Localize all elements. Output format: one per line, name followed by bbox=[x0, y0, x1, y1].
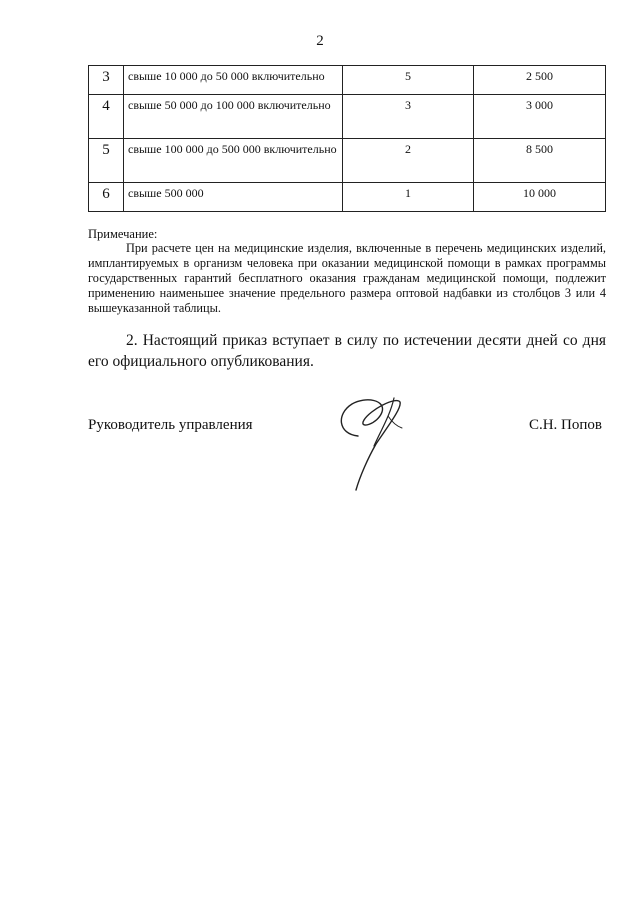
signer-position: Руководитель управления bbox=[88, 417, 253, 433]
markup-coefficient: 5 bbox=[343, 66, 474, 95]
markup-coefficient: 2 bbox=[343, 139, 474, 183]
row-number: 5 bbox=[89, 139, 124, 183]
markup-coefficient: 3 bbox=[343, 95, 474, 139]
markup-value: 8 500 bbox=[474, 139, 606, 183]
price-range: свыше 50 000 до 100 000 включительно bbox=[124, 95, 343, 139]
row-number: 4 bbox=[89, 95, 124, 139]
table-row bbox=[89, 183, 606, 212]
table-row bbox=[89, 95, 606, 139]
table-row bbox=[89, 66, 606, 95]
row-number: 6 bbox=[89, 183, 124, 212]
markup-value: 10 000 bbox=[474, 183, 606, 212]
markup-coefficient: 1 bbox=[343, 183, 474, 212]
row-number: 3 bbox=[89, 66, 124, 95]
signer-name: С.Н. Попов bbox=[528, 417, 602, 433]
note-text: При расчете цен на медицинские изделия, включенные в перечень медицинских изделий, имплантируемых в организм человека при оказании медицинской помощи в рамках программы государственных гарантий бесплатного оказания гражданам медицинской помощи, подлежит применению наименьшее значение предельного размера оптовой надбавки из столбцов 3 или 4 вышеуказанной таблицы. bbox=[88, 241, 606, 315]
note-title: Примечание: bbox=[88, 227, 158, 241]
markup-value: 2 500 bbox=[474, 66, 606, 95]
price-range: свыше 100 000 до 500 000 включительно bbox=[124, 139, 343, 183]
page-number: 2 bbox=[316, 33, 324, 49]
handwritten-signature bbox=[330, 392, 420, 492]
table-row bbox=[89, 139, 606, 183]
markup-value: 3 000 bbox=[474, 95, 606, 139]
price-range: свыше 10 000 до 50 000 включительно bbox=[124, 66, 343, 95]
markup-table bbox=[88, 65, 606, 212]
price-range: свыше 500 000 bbox=[124, 183, 343, 212]
clause-effective-date: 2. Настоящий приказ вступает в силу по истечении десяти дней со дня его официального опубликования. bbox=[88, 332, 606, 370]
